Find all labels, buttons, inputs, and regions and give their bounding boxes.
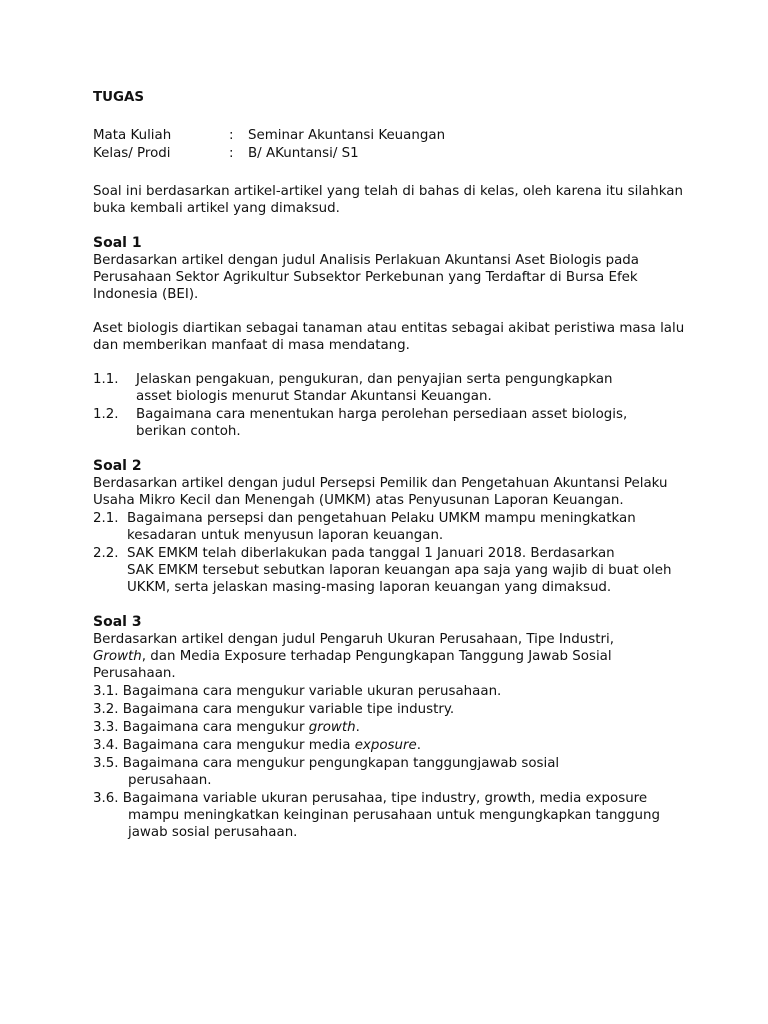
- meta-separator: :: [229, 146, 234, 161]
- soal-1-definition: Aset biologis diartikan sebagai tanaman atau entitas sebagai akibat peristiwa masa lalu dan memberikan manfaat di masa mendatang.: [93, 321, 685, 353]
- article-text: Berdasarkan artikel dengan judul Pengaruh Ukuran Perusahaan, Tipe Industri,: [93, 632, 614, 647]
- question-text: .: [355, 720, 360, 735]
- question-3-5: 3.5. Bagaimana cara mengukur pengungkapan tanggungjawab sosial perusahaan.: [93, 756, 560, 788]
- question-text: [136, 371, 693, 405]
- question-number: 2.1.: [93, 511, 119, 526]
- question-3-2: 3.2. Bagaimana cara mengukur variable tipe industry.: [93, 702, 455, 717]
- soal-2-section: [93, 458, 693, 596]
- meta-value: Seminar Akuntansi Keuangan: [248, 128, 446, 143]
- document-title: TUGAS: [93, 90, 145, 105]
- question-line: Jelaskan pengakuan, pengukuran, dan penyajian serta pengungkapkan: [136, 372, 613, 387]
- question-text: [127, 545, 693, 596]
- question-line: berikan contoh.: [136, 424, 241, 439]
- question-emphasis: exposure: [354, 738, 417, 753]
- soal-1-article: Berdasarkan artikel dengan judul Analisis Perlakuan Akuntansi Aset Biologis pada Perusahaan Sektor Agrikultur Subsektor Perkebunan yang Terdaftar di Bursa Efek Indonesia (BEI).: [93, 253, 639, 302]
- document-page: [93, 89, 693, 841]
- question-text: [136, 406, 693, 440]
- soal-3-section: [93, 614, 693, 841]
- question-2-2: [93, 545, 693, 596]
- soal-1-heading: Soal 1: [93, 235, 142, 251]
- meta-row-class: [93, 145, 693, 163]
- meta-value: B/ AKuntansi/ S1: [248, 146, 359, 161]
- question-3-1: 3.1. Bagaimana cara mengukur variable ukuran perusahaan.: [93, 684, 502, 699]
- question-line: asset biologis menurut Standar Akuntansi Keuangan.: [136, 389, 492, 404]
- question-1-1: [93, 371, 693, 405]
- question-text: .: [416, 738, 422, 753]
- course-meta: [93, 127, 693, 163]
- question-line: SAK EMKM tersebut sebutkan laporan keuangan apa saja yang wajib di buat oleh UKKM, serta jelaskan masing-masing laporan keuangan yang dimaksud.: [127, 563, 672, 595]
- question-3-6: 3.6. Bagaimana variable ukuran perusahaa, tipe industry, growth, media exposure mampu meningkatkan keinginan perusahaan untuk mengungkapkan tanggung jawab sosial perusahaan.: [93, 791, 660, 840]
- soal-1-questions: [93, 371, 693, 440]
- meta-key: Kelas/ Prodi: [93, 146, 171, 161]
- question-emphasis: growth: [308, 720, 356, 735]
- soal-3-heading: Soal 3: [93, 614, 142, 630]
- question-line: SAK EMKM telah diberlakukan pada tanggal 1 Januari 2018. Berdasarkan: [127, 546, 615, 561]
- meta-separator: :: [229, 128, 234, 143]
- question-text: [127, 510, 693, 544]
- question-line: Bagaimana persepsi dan pengetahuan Pelaku UMKM mampu meningkatkan: [127, 511, 636, 526]
- article-emphasis: Growth: [93, 649, 142, 664]
- soal-2-heading: Soal 2: [93, 458, 142, 474]
- question-text: 3.3. Bagaimana cara mengukur: [93, 720, 305, 735]
- meta-row-course: [93, 127, 693, 145]
- question-1-2: [93, 406, 693, 440]
- soal-2-article: Berdasarkan artikel dengan judul Persepsi Pemilik dan Pengetahuan Akuntansi Pelaku Usaha Mikro Kecil dan Menengah (UMKM) atas Penyusunan Laporan Keuangan.: [93, 476, 668, 508]
- soal-3-questions: [93, 683, 693, 841]
- soal-1-section: [93, 235, 693, 440]
- article-text: , dan Media Exposure terhadap Pengungkapan Tanggung Jawab Sosial Perusahaan.: [93, 649, 612, 681]
- question-line: Bagaimana cara menentukan harga perolehan persediaan asset biologis,: [136, 407, 628, 422]
- question-line: kesadaran untuk menyusun laporan keuangan.: [127, 528, 444, 543]
- question-number: 1.2.: [93, 407, 119, 422]
- question-number: 2.2.: [93, 546, 119, 561]
- question-3-3: [93, 719, 693, 736]
- question-text: 3.4. Bagaimana cara mengukur media: [93, 738, 351, 753]
- soal-3-article: [93, 631, 693, 682]
- meta-key: Mata Kuliah: [93, 128, 172, 143]
- question-number: 1.1.: [93, 372, 119, 387]
- question-2-1: [93, 510, 693, 544]
- intro-paragraph: Soal ini berdasarkan artikel-artikel yang telah di bahas di kelas, oleh karena itu silahkan buka kembali artikel yang dimaksud.: [93, 184, 683, 216]
- question-3-4: [93, 737, 693, 754]
